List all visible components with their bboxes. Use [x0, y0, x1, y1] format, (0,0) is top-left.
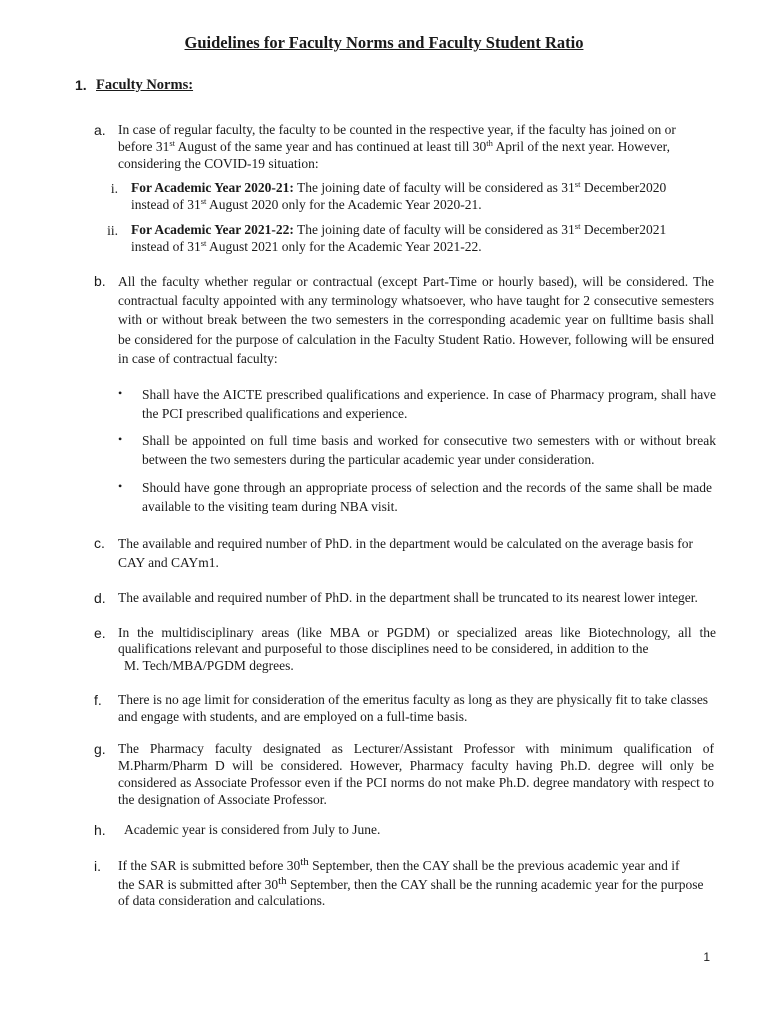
subitem-i-line-2 — [131, 197, 482, 213]
item-label-b: b. — [94, 273, 106, 289]
document-title: Guidelines for Faculty Norms and Faculty Student Ratio — [184, 33, 584, 52]
item-i-line-3: of data consideration and calculations. — [118, 893, 326, 908]
item-f-text: There is no age limit for consideration of the emeritus faculty as long as they are physically fit to take classes and engage with students, and are employed on a full-time basis. — [118, 692, 709, 724]
section-heading: Faculty Norms: — [96, 77, 194, 93]
item-label-c: c. — [94, 535, 105, 551]
text-run: August of the same year and has continued at least till 30 — [175, 139, 487, 154]
superscript: th — [278, 875, 287, 887]
bullet-dot: • — [118, 386, 123, 400]
text-run: instead of 31 — [131, 197, 201, 212]
text-run: September, then the CAY shall be the running academic year for the purpose — [286, 877, 704, 892]
superscript: th — [300, 856, 309, 868]
superscript: st — [200, 238, 207, 248]
subitem-ii-line-1 — [131, 222, 666, 238]
bold-run: For Academic Year 2021-22: — [131, 222, 294, 237]
subitem-i-line-1 — [131, 180, 666, 196]
subitem-ii-line-2 — [131, 239, 482, 255]
bullet-item-3: Should have gone through an appropriate process of selection and the records of the same shall be made available to the visiting team during NBA visit. — [142, 480, 712, 514]
section-number: 1. — [75, 77, 87, 93]
item-i-line-2 — [118, 877, 704, 893]
text-run: the SAR is submitted after 30 — [118, 877, 279, 892]
text-run: The joining date of faculty will be considered as 31 — [293, 180, 575, 195]
superscript: th — [486, 138, 493, 148]
superscript: st — [574, 179, 581, 189]
bullet-item-2: Shall be appointed on full time basis and worked for consecutive two semesters with or without break between the two semesters during the particular academic year under consideration. — [142, 433, 716, 467]
item-e-line-1: In the multidisciplinary areas (like MBA or PGDM) or specialized areas like Biotechnology, all the — [118, 625, 716, 640]
text-run: instead of 31 — [131, 239, 201, 254]
text-run: August 2020 only for the Academic Year 2020-21. — [206, 197, 482, 212]
bold-run: For Academic Year 2020-21: — [131, 180, 294, 195]
bullet-dot: • — [118, 479, 123, 493]
item-d-text: The available and required number of PhD. in the department shall be truncated to its nearest lower integer. — [118, 590, 698, 605]
item-e-line-3: M. Tech/MBA/PGDM degrees. — [124, 658, 294, 673]
text-run: before 31 — [118, 139, 170, 154]
subitem-label-ii: ii. — [107, 223, 118, 238]
item-label-a: a. — [94, 122, 106, 138]
text-run: December2021 — [580, 222, 667, 237]
item-label-i: i. — [94, 858, 101, 874]
item-a-line-3: considering the COVID-19 situation: — [118, 156, 319, 171]
item-a-line-2 — [118, 139, 670, 155]
superscript: st — [574, 221, 581, 231]
item-e-line-2: qualifications relevant and purposeful to those disciplines need to be considered, in addition to the — [118, 641, 649, 656]
superscript: st — [200, 196, 207, 206]
item-a-line-1: In case of regular faculty, the faculty to be counted in the respective year, if the faculty has joined on or — [118, 122, 676, 137]
item-h-text: Academic year is considered from July to June. — [124, 822, 381, 837]
subitem-label-i: i. — [110, 181, 118, 196]
text-run: The joining date of faculty will be considered as 31 — [293, 222, 575, 237]
item-label-h: h. — [94, 822, 106, 838]
item-label-f: f. — [94, 692, 102, 708]
item-b-text: All the faculty whether regular or contractual (except Part-Time or hourly based), will be considered. The contractual faculty appointed with any terminology whatsoever, who have taught for 2 consecutive semesters with or without break between the two semesters in the corresponding academic year on fulltime basis shall be considered for the purpose of calculation in the Faculty Student Ratio. However, following will be ensured in case of contractual faculty: — [118, 274, 714, 366]
item-label-e: e. — [94, 625, 106, 641]
item-label-d: d. — [94, 590, 106, 606]
item-label-g: g. — [94, 741, 106, 757]
item-g-text: The Pharmacy faculty designated as Lecturer/Assistant Professor with minimum qualification of M.Pharm/Pharm D will be considered. However, Pharmacy faculty having Ph.D. degree will only be considered as Associate Professor even if the PCI norms do not make Ph.D. degree mandatory with respect to the designation of Associate Professor. — [118, 741, 714, 807]
text-run: If the SAR is submitted before 30 — [118, 858, 301, 873]
text-run: December2020 — [580, 180, 667, 195]
text-run: August 2021 only for the Academic Year 2021-22. — [206, 239, 482, 254]
item-i-line-1 — [118, 858, 680, 874]
bullet-item-1: Shall have the AICTE prescribed qualifications and experience. In case of Pharmacy program, shall have the PCI prescribed qualifications and experience. — [142, 387, 716, 421]
item-c-text: The available and required number of PhD. in the department would be calculated on the average basis for CAY and CAYm1. — [118, 536, 694, 570]
page-number: 1 — [703, 950, 710, 964]
text-run: September, then the CAY shall be the previous academic year and if — [308, 858, 680, 873]
bullet-dot: • — [118, 432, 123, 446]
superscript: st — [169, 138, 176, 148]
text-run: April of the next year. However, — [492, 139, 670, 154]
